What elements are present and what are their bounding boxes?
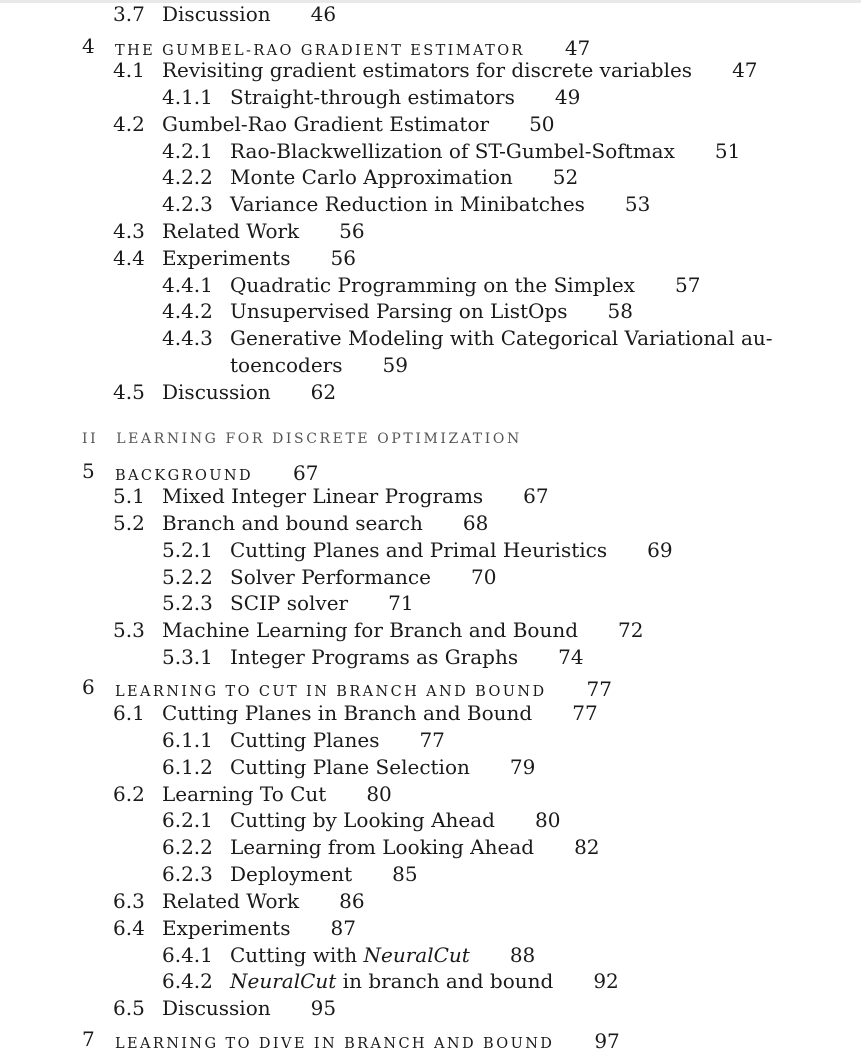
page-number: 50 <box>529 112 555 136</box>
part-number: II <box>82 431 99 447</box>
chapter-title: LEARNING TO CUT IN BRANCH AND BOUND <box>115 684 547 700</box>
section-title-emphasis: NeuralCut <box>230 969 337 993</box>
page-number: 71 <box>388 591 414 615</box>
page-number: 87 <box>330 916 356 940</box>
section-number: 6.4.1 <box>162 943 213 967</box>
chapter-number: 7 <box>82 1027 95 1051</box>
section-title: Discussion <box>162 2 271 26</box>
section-number: 6.1 <box>113 701 145 725</box>
page-number: 68 <box>462 511 489 535</box>
section-title: Solver Performance <box>230 565 431 589</box>
section-number: 6.1.2 <box>162 755 213 779</box>
section-title: Variance Reduction in Minibatches <box>230 192 585 216</box>
chapter-number: 5 <box>82 459 95 483</box>
section-number: 5.3.1 <box>162 645 213 669</box>
section-number: 4.4 <box>113 246 145 270</box>
section-title: Cutting Planes and Primal Heuristics <box>230 538 608 562</box>
page-number: 57 <box>674 273 701 297</box>
section-number: 4.2.2 <box>162 165 213 189</box>
page-number: 67 <box>292 461 319 485</box>
page-number: 56 <box>339 219 365 243</box>
section-title: Related Work <box>162 889 300 913</box>
part-title: LEARNING FOR DISCRETE OPTIMIZATION <box>116 431 522 447</box>
page-number: 58 <box>607 299 633 323</box>
section-number: 4.1 <box>113 58 145 82</box>
page-number: 85 <box>392 862 418 886</box>
section-number: 4.2 <box>113 112 145 136</box>
section-title: Cutting Plane Selection <box>230 755 470 779</box>
section-title: Revisiting gradient estimators for discrete variables <box>162 58 693 82</box>
section-number: 6.1.1 <box>162 728 213 752</box>
section-number: 5.2.3 <box>162 591 213 615</box>
section-title: Cutting Planes <box>230 728 380 752</box>
page-number: 72 <box>618 618 644 642</box>
section-title: Integer Programs as Graphs <box>230 645 519 669</box>
chapter-title: THE GUMBEL-RAO GRADIENT ESTIMATOR <box>115 43 525 59</box>
page-number: 88 <box>509 943 536 967</box>
page-number: 67 <box>523 484 549 508</box>
section-title: Unsupervised Parsing on ListOps <box>230 299 568 323</box>
section-number: 6.2.2 <box>162 835 213 859</box>
page-number: 77 <box>419 728 445 752</box>
section-title: Experiments <box>162 916 291 940</box>
section-number: 4.2.1 <box>162 139 213 163</box>
section-title: Learning from Looking Ahead <box>230 835 535 859</box>
section-title: Cutting by Looking Ahead <box>230 808 495 832</box>
section-title: Straight-through estimators <box>230 85 515 109</box>
section-title-prefix: Cutting with <box>230 943 364 967</box>
section-number: 4.3 <box>113 219 145 243</box>
section-title: Generative Modeling with Categorical Variational au- <box>230 326 773 350</box>
page-number: 79 <box>509 755 536 779</box>
section-title: Learning To Cut <box>162 782 327 806</box>
chapter-number: 6 <box>82 675 95 699</box>
section-number: 6.2 <box>113 782 145 806</box>
section-number: 6.4 <box>113 916 145 940</box>
section-number: 4.5 <box>113 380 145 404</box>
page-number: 59 <box>382 353 408 377</box>
section-title: Quadratic Programming on the Simplex <box>230 273 635 297</box>
page-number: 77 <box>572 701 598 725</box>
page-number: 47 <box>564 36 591 60</box>
page-number: 82 <box>574 835 600 859</box>
chapter-title: BACKGROUND <box>115 468 253 484</box>
section-number: 4.4.3 <box>162 326 213 350</box>
section-number: 6.5 <box>113 996 145 1020</box>
section-title: Cutting Planes in Branch and Bound <box>162 701 533 725</box>
section-number: 3.7 <box>113 2 145 26</box>
page-number: 46 <box>310 2 337 26</box>
page-number: 80 <box>534 808 561 832</box>
section-title: Rao-Blackwellization of ST-Gumbel-Softmax <box>230 139 675 163</box>
page-number: 51 <box>714 139 741 163</box>
section-title: Mixed Integer Linear Programs <box>162 484 484 508</box>
chapter-number: 4 <box>82 34 95 58</box>
page-number: 92 <box>593 969 619 993</box>
section-title-continuation: toencoders <box>230 353 343 377</box>
chapter-title: LEARNING TO DIVE IN BRANCH AND BOUND <box>115 1036 555 1052</box>
section-number: 5.3 <box>113 618 145 642</box>
section-title: Gumbel-Rao Gradient Estimator <box>162 112 490 136</box>
section-number: 6.3 <box>113 889 145 913</box>
section-number: 4.4.1 <box>162 273 213 297</box>
section-title: Deployment <box>230 862 353 886</box>
section-number: 4.2.3 <box>162 192 213 216</box>
section-number: 5.2.2 <box>162 565 213 589</box>
page-number: 77 <box>586 677 612 701</box>
page-number: 53 <box>624 192 651 216</box>
section-title-emphasis: NeuralCut <box>363 943 470 967</box>
section-title: Discussion <box>162 996 271 1020</box>
page-number: 74 <box>558 645 584 669</box>
section-title: SCIP solver <box>230 591 349 615</box>
section-title: Monte Carlo Approximation <box>230 165 513 189</box>
page-number: 80 <box>366 782 392 806</box>
page-number: 70 <box>470 565 497 589</box>
page-number: 95 <box>310 996 337 1020</box>
toc-part[interactable] <box>82 431 522 447</box>
page-number: 47 <box>732 58 758 82</box>
page-number: 86 <box>339 889 365 913</box>
page-number: 52 <box>552 165 579 189</box>
section-number: 4.4.2 <box>162 299 213 323</box>
section-number: 4.1.1 <box>162 85 213 109</box>
page-number: 49 <box>554 85 581 109</box>
section-title-suffix: in branch and bound <box>336 969 554 993</box>
section-number: 6.4.2 <box>162 969 213 993</box>
page-number: 56 <box>330 246 356 270</box>
section-number: 5.2 <box>113 511 145 535</box>
section-title: Machine Learning for Branch and Bound <box>162 618 579 642</box>
section-title: Related Work <box>162 219 300 243</box>
page-number: 62 <box>310 380 337 404</box>
section-number: 5.2.1 <box>162 538 213 562</box>
section-title: Experiments <box>162 246 291 270</box>
section-title: Discussion <box>162 380 271 404</box>
section-title: Branch and bound search <box>162 511 423 535</box>
page-number: 97 <box>594 1029 620 1053</box>
section-number: 5.1 <box>113 484 145 508</box>
section-number: 6.2.1 <box>162 808 213 832</box>
page-number: 69 <box>647 538 673 562</box>
section-number: 6.2.3 <box>162 862 213 886</box>
